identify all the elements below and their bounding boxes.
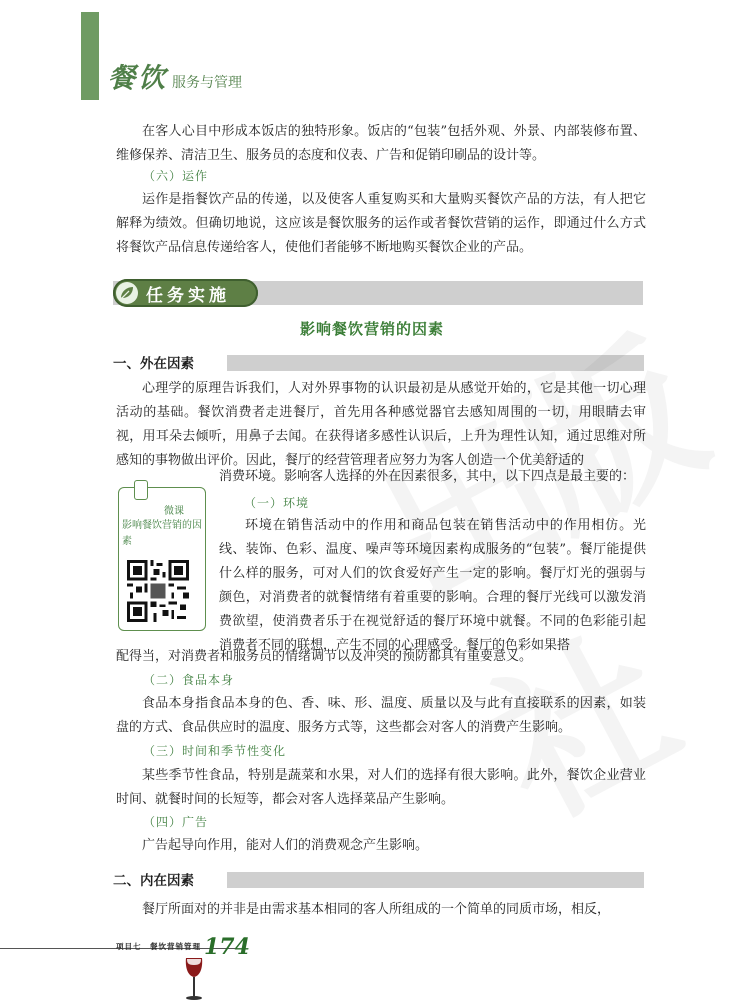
wine-glass-icon bbox=[182, 956, 206, 1002]
intro-paragraph-1: 在客人心目中形成本饭店的独特形象。饭店的“包装”包括外观、外景、内部装修布置、维修保养、清洁卫生、服务员的态度和仪表、广告和促销印刷品的设计等。 bbox=[116, 124, 646, 163]
page-number: 174 bbox=[204, 934, 250, 960]
section1-band bbox=[227, 355, 644, 371]
micro-lesson-title: 微课 bbox=[164, 506, 184, 517]
heading-food: （二）食品本身 bbox=[143, 673, 235, 687]
phone-icon bbox=[134, 480, 148, 500]
heading-season: （三）时间和季节性变化 bbox=[143, 744, 287, 758]
season-paragraph: 某些季节性食品，特别是蔬菜和水果，对人们的选择有很大影响。此外，餐饮企业营业时间、就餐时间的长短等，都会对客人选择菜品产生影响。 bbox=[116, 768, 646, 807]
food-paragraph: 食品本身指食品本身的色、香、味、形、温度、质量以及与此有直接联系的因素，如装盘的方式、食品供应时的温度、服务方式等，这些都会对客人的消费产生影响。 bbox=[116, 696, 646, 735]
section1-paragraph-1: 心理学的原理告诉我们，人对外界事物的认识最初是从感觉开始的，它是其他一切心理活动的基础。餐饮消费者走进餐厅，首先用各种感觉器官去感知周围的一切，用眼睛去审视，用耳朵去倾听，用鼻子去闻。在获得诸多感性认识后，上升为理性认知，通过思维对所感知的事物做出评价。因此，餐厅的经营管理者应努力为客人创造一个优美舒适的 bbox=[116, 381, 646, 468]
environment-paragraph: 环境在销售活动中的作用和商品包装在销售活动中的作用相仿。光线、装饰、色彩、温度、噪声等环境因素构成服务的“包装”。餐厅能提供什么样的服务，可对人们的饮食爱好产生一定的影响。餐厅灯光的强弱与颜色，对消费者的就餐情绪有着重要的影响。合理的餐厅光线可以激发消费欲望，使消费者乐于在视觉舒适的餐厅环境中就餐。不同的色彩能引起消费者不同的联想，产生不同的心理感受。餐厅的色彩如果搭 bbox=[219, 518, 646, 653]
qr-code-icon[interactable] bbox=[127, 560, 189, 622]
section1-paragraph-1b: 消费环境。影响客人选择的外在因素很多，其中，以下四点是最主要的： bbox=[219, 469, 636, 484]
heading-environment: （一）环境 bbox=[244, 496, 310, 510]
intro-paragraph-2: 运作是指餐饮产品的传递，以及使客人重复购买和大量购买餐饮产品的方法，有人把它解释为绩效。但确切地说，这应该是餐饮服务的运作或者餐饮营销的运作，即通过什么方式将餐饮产品信息传递给客人，使他们者能够不断地购买餐饮企业的产品。 bbox=[116, 192, 646, 255]
advertising-paragraph: 广告起导向作用，能对人们的消费观念产生影响。 bbox=[142, 838, 429, 853]
section2-paragraph-1: 餐厅所面对的并非是由需求基本相同的客人所组成的一个简单的同质市场，相反， bbox=[142, 902, 611, 917]
footer-chapter: 项目七 餐饮营销管理 bbox=[116, 942, 201, 951]
micro-lesson-desc: 影响餐饮营销的因素 bbox=[122, 520, 202, 547]
section1-title: 一、外在因素 bbox=[113, 356, 194, 372]
section2-band bbox=[227, 872, 644, 888]
task-leaf-icon bbox=[116, 282, 138, 304]
heading-operation: （六）运作 bbox=[143, 169, 209, 183]
book-subtitle: 服务与管理 bbox=[172, 75, 242, 91]
topic-title: 影响餐饮营销的因素 bbox=[299, 320, 444, 338]
section2-title: 二、内在因素 bbox=[113, 873, 194, 889]
environment-paragraph-end: 配得当，对消费者和服务员的情绪调节以及冲突的预防都具有重要意义。 bbox=[116, 649, 533, 664]
book-title: 餐饮 bbox=[108, 63, 168, 94]
header-accent-bar bbox=[81, 12, 99, 100]
task-label: 任务实施 bbox=[146, 286, 230, 306]
heading-advertising: （四）广告 bbox=[143, 815, 209, 829]
